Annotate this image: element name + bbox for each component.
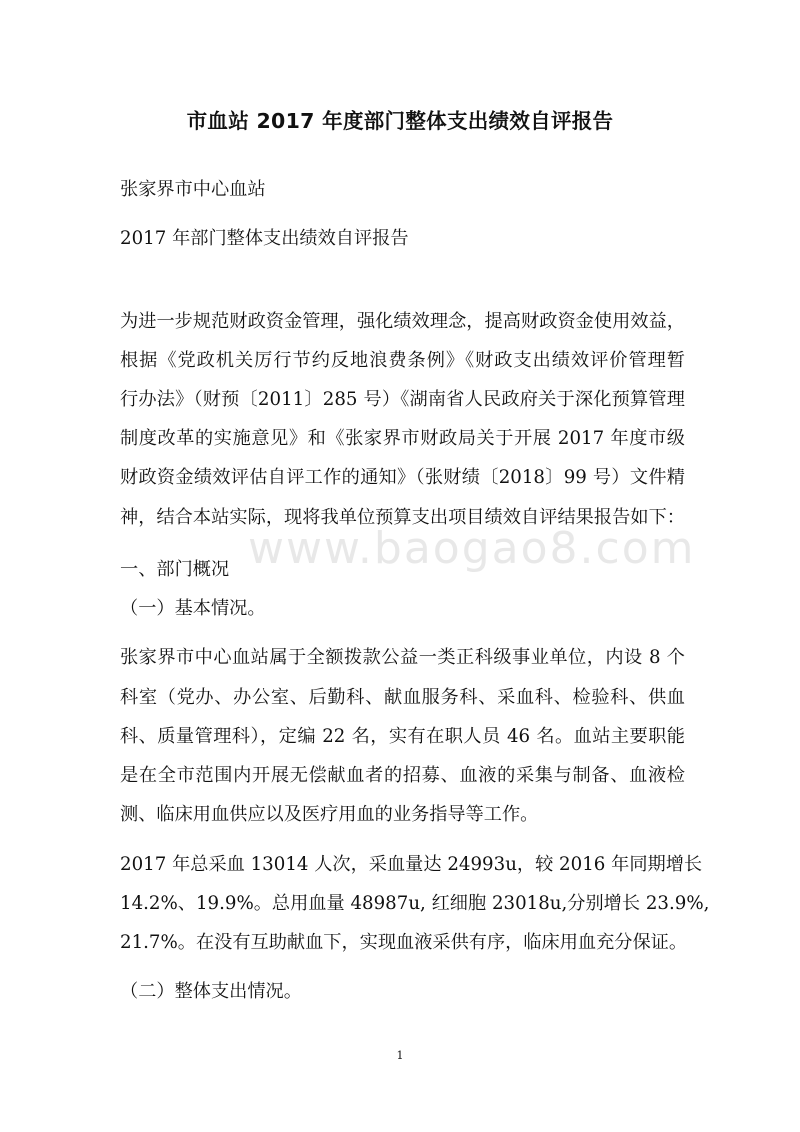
paragraph-line: 制度改革的实施意见》和《张家界市财政局关于开展 2017 年度市级 (120, 428, 685, 449)
paragraph-line: 神，结合本站实际，现将我单位预算支出项目绩效自评结果报告如下： (120, 507, 685, 528)
paragraph-line: 财政资金绩效评估自评工作的通知》（张财绩〔2018〕99 号）文件精 (120, 467, 685, 488)
paragraph-line: 21.7%。在没有互助献血下，实现血液采供有序，临床用血充分保证。 (120, 932, 688, 953)
paragraph-line: 2017 年总采血 13014 人次，采血量达 24993u，较 2016 年同期增长 (120, 854, 703, 875)
report-subtitle: 2017 年部门整体支出绩效自评报告 (120, 228, 409, 249)
watermark: www.baogao8.com (248, 523, 696, 574)
paragraph-line: 张家界市中心血站属于全额拨款公益一类正科级事业单位，内设 8 个 (120, 647, 685, 668)
paragraph-line: 14.2%、19.9%。总用血量 48987u, 红细胞 23018u,分别增长 23.9%, (120, 893, 710, 914)
page-number: 1 (396, 1049, 404, 1062)
paragraph-line: 为进一步规范财政资金管理，强化绩效理念，提高财政资金使用效益， (120, 311, 685, 332)
paragraph-line: 是在全市范围内开展无偿献血者的招募、血液的采集与制备、血液检 (120, 765, 685, 786)
paragraph-line: 测、临床用血供应以及医疗用血的业务指导等工作。 (120, 804, 539, 825)
section-heading: 一、部门概况 (120, 559, 230, 580)
paragraph-line: 行办法》（财预〔2011〕285 号）《湖南省人民政府关于深化预算管理 (120, 389, 685, 410)
subsection-heading: （一）基本情况。 (120, 598, 266, 619)
paragraph-line: 科室（党办、办公室、后勤科、献血服务科、采血科、检验科、供血 (120, 687, 685, 708)
document-title: 市血站 2017 年度部门整体支出绩效自评报告 (186, 109, 614, 133)
paragraph-line: 科、质量管理科），定编 22 名，实有在职人员 46 名。血站主要职能 (120, 726, 685, 747)
subsection-heading: （二）整体支出情况。 (120, 981, 302, 1002)
org-name: 张家界市中心血站 (120, 179, 266, 200)
paragraph-line: 根据《党政机关厉行节约反地浪费条例》《财政支出绩效评价管理暂 (120, 350, 685, 371)
